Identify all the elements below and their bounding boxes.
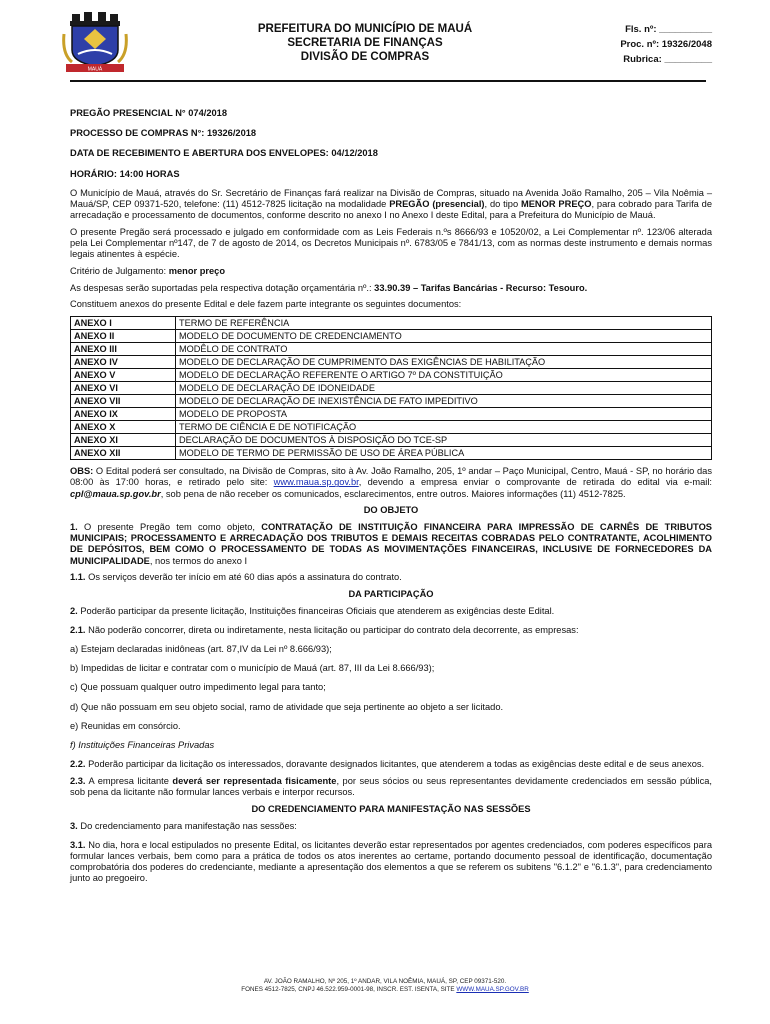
annex-title: MODELO DE TERMO DE PERMISSÃO DE USO DE ÁREA PÚBLICA bbox=[176, 447, 712, 460]
annex-title: MODELO DE DECLARAÇÃO DE IDONEIDADE bbox=[176, 382, 712, 395]
annex-row bbox=[71, 421, 712, 434]
budget-label: As despesas serão suportadas pela respectiva dotação orçamentária nº.: bbox=[70, 282, 375, 293]
object-paragraph bbox=[70, 522, 712, 567]
item-f: f) Instituições Financeiras Privadas bbox=[70, 740, 215, 751]
annex-title: MODÊLO DE CONTRATO bbox=[176, 343, 712, 356]
annex-row bbox=[71, 382, 712, 395]
obs-paragraph bbox=[70, 466, 712, 500]
proc-value: 19326/2048 bbox=[661, 39, 712, 50]
header-divider bbox=[70, 80, 706, 82]
object-text-c: , nos termos do anexo I bbox=[149, 555, 248, 566]
clause-number: 3. bbox=[70, 820, 78, 831]
annex-table bbox=[70, 316, 712, 460]
annex-code: ANEXO II bbox=[71, 330, 176, 343]
fls-label: Fls. nº: bbox=[625, 24, 657, 35]
clause-number: 2. bbox=[70, 605, 78, 616]
section-heading-objeto: DO OBJETO bbox=[363, 505, 419, 516]
section-heading-participacao: DA PARTICIPAÇÃO bbox=[348, 588, 434, 599]
item-a: a) Estejam declaradas inidôneas (art. 87,IV da Lei nº 8.666/93); bbox=[70, 644, 332, 655]
clause-number: 1. bbox=[70, 521, 78, 532]
envelope-date: DATA DE RECEBIMENTO E ABERTURA DOS ENVELOPES: 04/12/2018 bbox=[70, 148, 378, 159]
clause-number: 2.1. bbox=[70, 624, 86, 635]
clause-number: 1.1. bbox=[70, 572, 86, 583]
rubrica-label: Rubrica: bbox=[623, 54, 662, 65]
proc-label: Proc. nº: bbox=[620, 39, 660, 50]
obs-label: OBS: bbox=[70, 466, 94, 477]
item-c: c) Que possuam qualquer outro impedimento legal para tanto; bbox=[70, 682, 326, 693]
section-heading-credenciamento: DO CREDENCIAMENTO PARA MANIFESTAÇÃO NAS SESSÕES bbox=[251, 803, 531, 814]
annex-title: MODELO DE DECLARAÇÃO DE CUMPRIMENTO DAS EXIGÊNCIAS DE HABILITAÇÃO bbox=[176, 356, 712, 369]
intro-paragraph bbox=[70, 188, 712, 222]
fls-value: __________ bbox=[659, 24, 712, 35]
item-d: d) Que não possuam em seu objeto social, ramo de atividade que seja pertinente ao objeto a ser licitado. bbox=[70, 701, 504, 712]
object-text-a: O presente Pregão tem como objeto, bbox=[77, 521, 262, 532]
annex-row bbox=[71, 343, 712, 356]
obs-text-c: , devendo a empresa enviar o comprovante de retirada do edital via e-mail: bbox=[358, 477, 712, 488]
clause-1-1 bbox=[70, 572, 712, 583]
obs-text-b: O Edital poderá ser consultado, na Divisão de Compras, sito à Av. João Ramalho, 205, 1º andar – Paço Municipal, Centro, Mauá - SP, no horário das 08:00 às 17:00 horas, e retirado pelo site: bbox=[70, 466, 712, 488]
clause-emphasis: deverá ser representada fisicamente bbox=[172, 776, 337, 786]
email-address: cpl@maua.sp.gov.br bbox=[70, 488, 161, 499]
letterhead-line-2: SECRETARIA DE FINANÇAS bbox=[287, 37, 443, 49]
annex-row bbox=[71, 369, 712, 382]
clause-text: Os serviços deverão ter início em até 60 dias após a assinatura do contrato. bbox=[85, 572, 402, 583]
criteria-value: menor preço bbox=[168, 266, 226, 277]
annex-row bbox=[71, 356, 712, 369]
intro-tipo: MENOR PREÇO bbox=[520, 199, 592, 210]
rubrica-value: _________ bbox=[664, 54, 712, 65]
clause-2 bbox=[70, 606, 712, 617]
budget-paragraph bbox=[70, 283, 712, 294]
letterhead-title bbox=[200, 22, 530, 64]
clause-3 bbox=[70, 821, 712, 832]
annex-title: MODELO DE DECLARAÇÃO DE INEXISTÊNCIA DE FATO IMPEDITIVO bbox=[176, 395, 712, 408]
annex-title: MODELO DE PROPOSTA bbox=[176, 408, 712, 421]
annex-title: DECLARAÇÃO DE DOCUMENTOS À DISPOSIÇÃO DO TCE-SP bbox=[176, 434, 712, 447]
session-time: HORÁRIO: 14:00 HORAS bbox=[70, 168, 180, 179]
annex-intro: Constituem anexos do presente Edital e dele fazem parte integrante os seguintes documentos: bbox=[70, 299, 462, 310]
annex-row bbox=[71, 434, 712, 447]
obs-text-d: , sob pena de não receber os comunicados, esclarecimentos, entre outros. Maiores informações (11) 4512-7825. bbox=[160, 488, 626, 499]
item-b: b) Impedidas de licitar e contratar com o município de Mauá (art. 87, III da Lei 8.666/93); bbox=[70, 663, 435, 674]
annex-title: MODELO DE DECLARAÇÃO REFERENTE O ARTIGO 7º DA CONSTITUIÇÃO bbox=[176, 369, 712, 382]
clause-2-2 bbox=[70, 759, 712, 770]
clause-text: No dia, hora e local estipulados no presente Edital, os licitantes deverão estar representados por agentes credenciados, com poderes específicos para formular lances verbais, bem como para a prática de todos os atos inerentes ao certame, portando documento pessoal de identificação, documentação comprobatória dos poderes do credenciante, mediante a apresentação dos elementos a que se referem os subitens "6.1.2" e "6.1.3", para credenciamento junto ao pregoeiro. bbox=[70, 839, 712, 884]
item-e: e) Reunidas em consórcio. bbox=[70, 720, 181, 731]
annex-code: ANEXO X bbox=[71, 421, 176, 434]
legal-basis-paragraph: O presente Pregão será processado e julgado em conformidade com as Leis Federais n.ºs 8666/93 e 10520/02, a Lei Complementar nº. 123/06 alterada pela Lei Complementar nº147, de 7 de agosto de 2014, os Decretos Municipais nº. 6783/05 e 7841/13, com as normas deste instrumento e demais normas legais atinentes à espécie. bbox=[70, 226, 712, 260]
criteria-label: Critério de Julgamento: bbox=[70, 266, 169, 277]
annex-code: ANEXO V bbox=[71, 369, 176, 382]
clause-number: 3.1. bbox=[70, 839, 86, 850]
annex-code: ANEXO VI bbox=[71, 382, 176, 395]
page-footer bbox=[140, 978, 630, 994]
annex-title: MODELO DE DOCUMENTO DE CREDENCIAMENTO bbox=[176, 330, 712, 343]
annex-row bbox=[71, 408, 712, 421]
budget-value: 33.90.39 – Tarifas Bancárias - Recurso: Tesouro. bbox=[374, 282, 588, 293]
clause-text-a: A empresa licitante bbox=[85, 776, 173, 786]
processo-number: PROCESSO DE COMPRAS N°: 19326/2018 bbox=[70, 128, 257, 139]
crest-motto: MAUÁ bbox=[87, 66, 103, 73]
footer-address: AV. JOÃO RAMALHO, Nº 205, 1º ANDAR, VILA NOÊMIA, MAUÁ, SP, CEP 09371-520. bbox=[263, 978, 507, 985]
site-link[interactable]: www.maua.sp.gov.br bbox=[273, 477, 359, 488]
annex-code: ANEXO III bbox=[71, 343, 176, 356]
intro-modalidade: PREGÃO (presencial) bbox=[389, 199, 485, 210]
clause-text-c: , por seus sócios ou seus representantes devidamente credenciados em sessão pública, sob pena da licitante não formular lances verbais e interpor recursos. bbox=[70, 776, 712, 798]
annex-code: ANEXO I bbox=[71, 317, 176, 330]
clause-text: Poderão participar da presente licitação, Instituições financeiras Oficiais que atenderem as exigências deste Edital. bbox=[77, 605, 555, 616]
intro-text-a: O Município de Mauá, através do Sr. Secretário de Finanças fará realizar na Divisão de Compras, situado na Avenida João Ramalho, 205 – Vila Noêmia – Mauá/SP, CEP 09371-520, telefone: (11) 4512-7825 licitação na modalidade bbox=[70, 187, 712, 210]
protocol-box bbox=[600, 22, 712, 67]
annex-code: ANEXO VII bbox=[71, 395, 176, 408]
annex-row bbox=[71, 330, 712, 343]
pregao-number: PREGÃO PRESENCIAL N° 074/2018 bbox=[70, 108, 228, 118]
annex-code: ANEXO XI bbox=[71, 434, 176, 447]
intro-text-c: , do tipo bbox=[484, 199, 521, 210]
clause-2-1 bbox=[70, 625, 712, 636]
clause-text: Poderão participar da licitação os interessados, doravante designados licitantes, que atenderem a todas as exigências deste edital e de seus anexos. bbox=[85, 759, 705, 770]
clause-2-3 bbox=[70, 776, 712, 798]
municipal-crest-icon bbox=[62, 10, 128, 74]
annex-row bbox=[71, 317, 712, 330]
object-description: CONTRATAÇÃO DE INSTITUIÇÃO FINANCEIRA PARA IMPRESSÃO DE CARNÊS DE TRIBUTOS MUNICIPAIS; PROCESSAMENTO E ARRECADAÇÃO DOS TRIBUTOS E DEMAIS RECEITAS COBRADAS PELO CONTRATANTE, ACOLHIMENTO DE DEPÓSITOS, BEM COMO O PROCESSAMENTO DE TODAS AS MOVIMENTAÇÕES FINANCEIRAS, INCLUSIVE DE FORNECEDORES DA MUNICIPALIDADE bbox=[70, 521, 713, 566]
annex-title: TERMO DE CIÊNCIA E DE NOTIFICAÇÃO bbox=[176, 421, 712, 434]
footer-contacts bbox=[140, 986, 630, 994]
clause-text: Não poderão concorrer, direta ou indiretamente, nesta licitação ou participar do contrato dela decorrente, as empresas: bbox=[85, 624, 579, 635]
letterhead-line-1: PREFEITURA DO MUNICÍPIO DE MAUÁ bbox=[257, 23, 473, 35]
annex-code: ANEXO IX bbox=[71, 408, 176, 421]
annex-code: ANEXO XII bbox=[71, 447, 176, 460]
clause-text: Do credenciamento para manifestação nas sessões: bbox=[77, 820, 297, 831]
footer-site-link[interactable]: WWW.MAUA.SP.GOV.BR bbox=[456, 986, 529, 993]
annex-code: ANEXO IV bbox=[71, 356, 176, 369]
intro-text-e: , para cobrado para Tarifa de arrecadação e processamento de documentos, conforme descrito no anexo I no Anexo I deste Edital, para a Prefeitura do Município de Mauá. bbox=[70, 199, 713, 221]
annex-title: TERMO DE REFERÊNCIA bbox=[176, 317, 712, 330]
criteria-paragraph bbox=[70, 266, 712, 277]
clause-3-1 bbox=[70, 840, 712, 885]
annex-row bbox=[71, 395, 712, 408]
document-body bbox=[70, 108, 712, 890]
clause-number: 2.3. bbox=[70, 776, 86, 786]
clause-number: 2.2. bbox=[70, 759, 86, 770]
letterhead-line-3: DIVISÃO DE COMPRAS bbox=[300, 51, 430, 63]
footer-contacts-text: FONES 4512-7825, CNPJ 46.522.959-0001-98, INSCR. EST. ISENTA, SITE bbox=[241, 986, 457, 993]
annex-row bbox=[71, 447, 712, 460]
